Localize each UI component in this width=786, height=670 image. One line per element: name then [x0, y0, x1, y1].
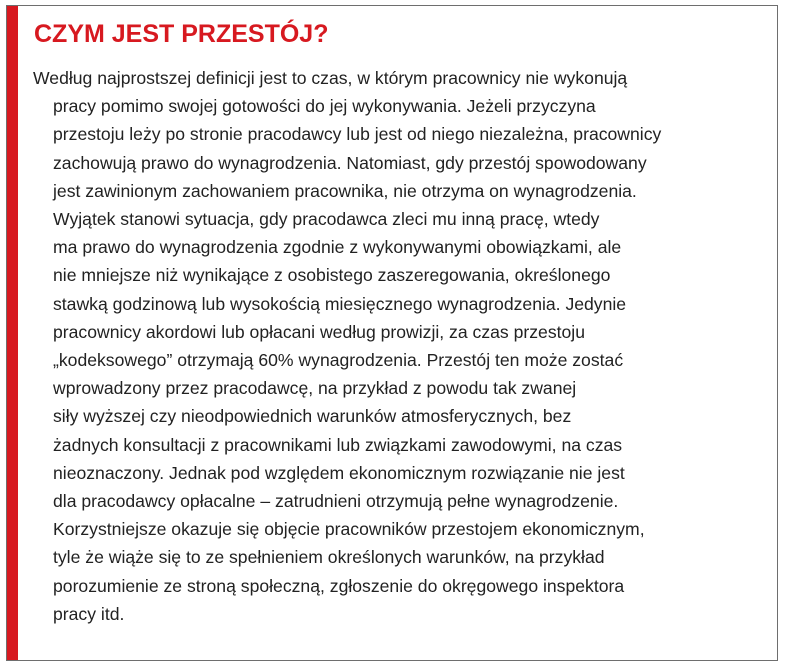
text-line: stawką godzinową lub wysokością miesięcznego wynagrodzenia. Jedynie: [53, 293, 627, 314]
text-line: „kodeksowego” otrzymają 60% wynagrodzenia. Przestój ten może zostać: [53, 350, 624, 371]
accent-bar: [7, 6, 18, 660]
text-line: żadnych konsultacji z pracownikami lub związkami zawodowymi, na czas: [53, 434, 623, 455]
text-line: zachowują prawo do wynagrodzenia. Natomiast, gdy przestój spowodowany: [53, 152, 647, 173]
text-line: tyle że wiąże się to ze spełnieniem określonych warunków, na przykład: [53, 547, 605, 568]
text-line: Według najprostszej definicji jest to czas, w którym pracownicy nie wykonują: [33, 68, 628, 88]
infobox-body: [33, 64, 773, 628]
text-line: nie mniejsze niż wynikające z osobistego zaszeregowania, określonego: [53, 265, 611, 286]
text-line: Korzystniejsze okazuje się objęcie pracowników przestojem ekonomicznym,: [53, 519, 645, 540]
text-line: nieoznaczony. Jednak pod względem ekonomicznym rozwiązanie nie jest: [53, 462, 625, 483]
text-line: ma prawo do wynagrodzenia zgodnie z wykonywanymi obowiązkami, ale: [53, 237, 622, 258]
text-line: pracy itd.: [53, 603, 125, 624]
text-line: pracy pomimo swojej gotowości do jej wykonywania. Jeżeli przyczyna: [53, 96, 596, 117]
text-line: Wyjątek stanowi sytuacja, gdy pracodawca zleci mu inną pracę, wtedy: [53, 209, 600, 230]
text-line: siły wyższej czy nieodpowiednich warunków atmosferycznych, bez: [53, 406, 572, 427]
text-line: przestoju leży po stronie pracodawcy lub jest od niego niezależna, pracownicy: [53, 124, 662, 145]
text-line: wprowadzony przez pracodawcę, na przykład z powodu tak zwanej: [53, 378, 577, 399]
text-line: jest zawinionym zachowaniem pracownika, nie otrzyma on wynagrodzenia.: [53, 180, 637, 201]
text-line: porozumienie ze stroną społeczną, zgłoszenie do okręgowego inspektora: [53, 575, 625, 596]
infobox: [6, 5, 778, 661]
text-line: pracownicy akordowi lub opłacani według prowizji, za czas przestoju: [53, 321, 585, 342]
text-line: dla pracodawcy opłacalne – zatrudnieni otrzymują pełne wynagrodzenie.: [53, 491, 619, 512]
infobox-heading: CZYM JEST PRZESTÓJ?: [34, 20, 329, 48]
